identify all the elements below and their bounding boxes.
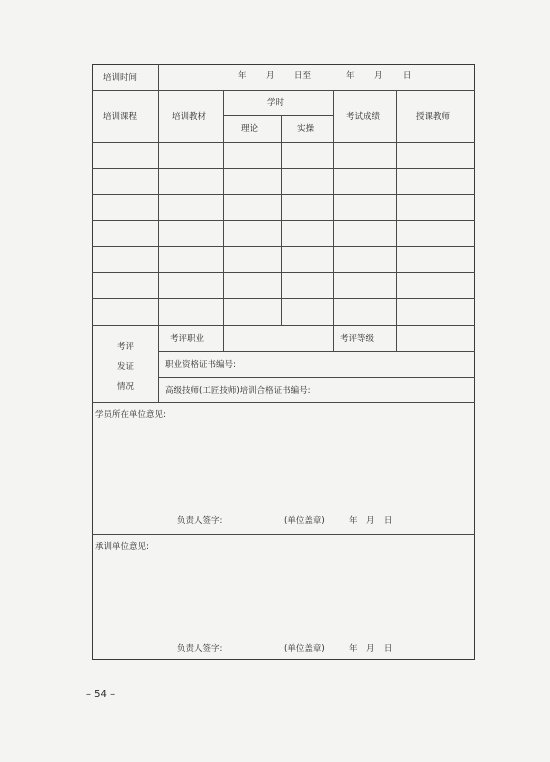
header-material: 培训教材: [172, 112, 207, 122]
date-month-1: 月: [266, 71, 275, 81]
assessment-label-1: 考评: [117, 342, 135, 352]
page-number: – 54 –: [86, 689, 116, 700]
row-line: [223, 115, 333, 116]
date-day-2: 日: [403, 71, 412, 81]
trainer-day: 日: [384, 644, 393, 654]
row-line: [92, 272, 475, 273]
trainer-opinion-label: 承训单位意见:: [95, 542, 149, 552]
cert-number-label: 职业资格证书编号:: [165, 360, 236, 370]
row-line: [92, 402, 475, 403]
row-line: [92, 194, 475, 195]
row-line: [92, 90, 475, 91]
row-line: [92, 220, 475, 221]
row-line: [92, 246, 475, 247]
header-exam-score: 考试成绩: [346, 112, 381, 122]
row-line: [92, 298, 475, 299]
training-record-form: [92, 64, 475, 660]
date-year-1: 年: [238, 71, 247, 81]
employer-seal-label: (单位盖章): [284, 516, 325, 526]
training-time-label: 培训时间: [103, 73, 138, 83]
header-course: 培训课程: [103, 112, 138, 122]
employer-signer-label: 负责人签字:: [177, 516, 223, 526]
header-theory: 理论: [241, 124, 259, 134]
trainer-year: 年: [349, 644, 358, 654]
date-year-2: 年: [346, 71, 355, 81]
employer-opinion-label: 学员所在单位意见:: [95, 410, 166, 420]
row-line: [158, 377, 475, 378]
assessment-label-3: 情况: [117, 382, 135, 392]
trainer-seal-label: (单位盖章): [284, 644, 325, 654]
advanced-cert-label: 高级技师(工匠技师)培训合格证书编号:: [165, 386, 311, 396]
row-line: [92, 168, 475, 169]
row-line: [92, 325, 475, 326]
occupation-label: 考评职业: [170, 334, 205, 344]
assessment-label-2: 发证: [117, 362, 135, 372]
header-hours: 学时: [267, 98, 285, 108]
col-line: [333, 90, 334, 351]
date-month-2: 月: [374, 71, 383, 81]
col-line: [223, 90, 224, 351]
row-line: [92, 534, 475, 535]
col-line: [158, 64, 159, 402]
header-practice: 实操: [297, 124, 315, 134]
row-line: [92, 142, 475, 143]
col-line: [396, 90, 397, 351]
employer-year: 年: [349, 516, 358, 526]
level-label: 考评等级: [340, 334, 375, 344]
trainer-month: 月: [366, 644, 375, 654]
employer-month: 月: [366, 516, 375, 526]
col-line: [281, 115, 282, 325]
header-teacher: 授课教师: [416, 112, 451, 122]
trainer-signer-label: 负责人签字:: [177, 644, 223, 654]
date-day-to: 日至: [294, 71, 312, 81]
employer-day: 日: [384, 516, 393, 526]
row-line: [158, 351, 475, 352]
